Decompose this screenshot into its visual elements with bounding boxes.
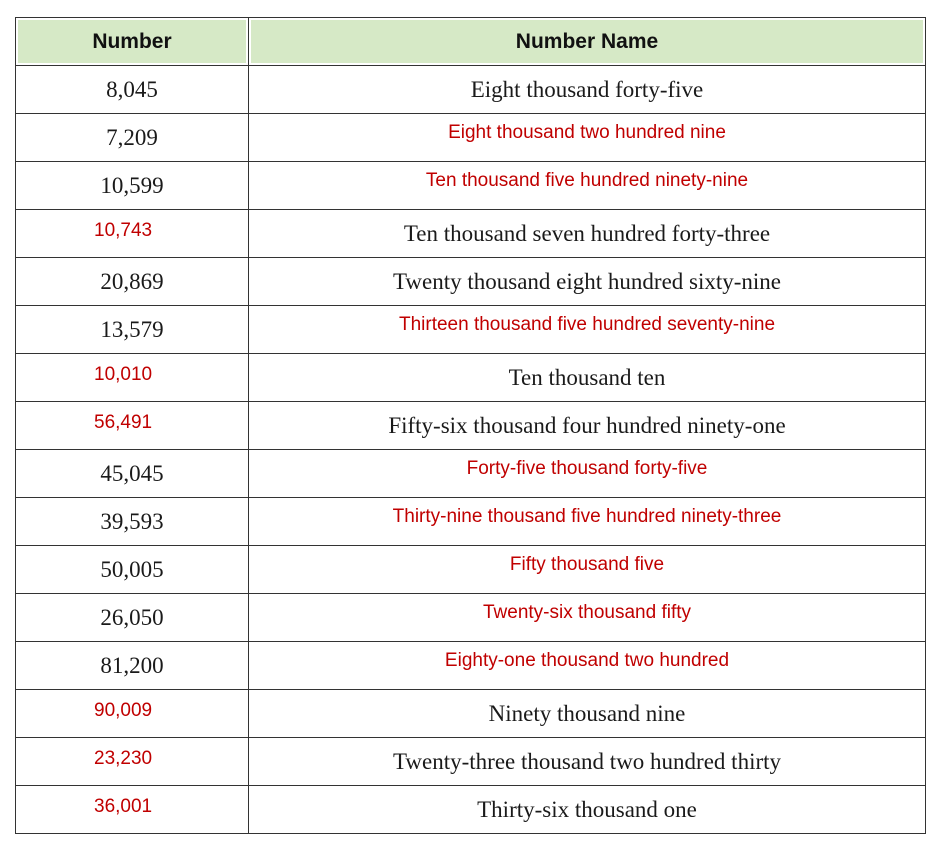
table-row: [16, 546, 926, 594]
number-cell: 13,579: [16, 306, 249, 354]
header-number-name: Number Name: [249, 18, 926, 66]
number-cell: 45,045: [16, 450, 249, 498]
number-cell: 7,209: [16, 114, 249, 162]
table-row: [16, 306, 926, 354]
number-cell: 10,743: [16, 210, 249, 258]
number-name-cell: Eighty-one thousand two hundred: [249, 642, 926, 690]
number-cell: 50,005: [16, 546, 249, 594]
table-row: [16, 738, 926, 786]
table-row: [16, 114, 926, 162]
table-row: [16, 594, 926, 642]
table-row: [16, 354, 926, 402]
number-name-cell: Eight thousand two hundred nine: [249, 114, 926, 162]
number-name-cell: Twenty thousand eight hundred sixty-nine: [249, 258, 926, 306]
number-name-cell: Ten thousand five hundred ninety-nine: [249, 162, 926, 210]
number-cell: 8,045: [16, 66, 249, 114]
number-name-cell: Thirty-six thousand one: [249, 786, 926, 834]
number-cell: 10,010: [16, 354, 249, 402]
number-name-cell: Eight thousand forty-five: [249, 66, 926, 114]
table-body: [16, 66, 926, 834]
table-row: [16, 642, 926, 690]
table-row: [16, 258, 926, 306]
number-name-cell: Forty-five thousand forty-five: [249, 450, 926, 498]
number-name-cell: Ten thousand seven hundred forty-three: [249, 210, 926, 258]
number-name-cell: Thirteen thousand five hundred seventy-nine: [249, 306, 926, 354]
number-cell: 26,050: [16, 594, 249, 642]
number-name-cell: Fifty-six thousand four hundred ninety-one: [249, 402, 926, 450]
table-row: [16, 402, 926, 450]
number-cell: 23,230: [16, 738, 249, 786]
table-row: [16, 66, 926, 114]
number-cell: 20,869: [16, 258, 249, 306]
number-cell: 81,200: [16, 642, 249, 690]
number-name-cell: Ninety thousand nine: [249, 690, 926, 738]
number-name-cell: Twenty-six thousand fifty: [249, 594, 926, 642]
number-cell: 56,491: [16, 402, 249, 450]
number-cell: 36,001: [16, 786, 249, 834]
table-row: [16, 786, 926, 834]
table-header-row: [16, 18, 926, 66]
number-name-cell: Fifty thousand five: [249, 546, 926, 594]
table-row: [16, 690, 926, 738]
table-row: [16, 450, 926, 498]
number-cell: 39,593: [16, 498, 249, 546]
header-number: Number: [16, 18, 249, 66]
table-row: [16, 498, 926, 546]
number-name-cell: Ten thousand ten: [249, 354, 926, 402]
table-row: [16, 162, 926, 210]
number-cell: 10,599: [16, 162, 249, 210]
number-cell: 90,009: [16, 690, 249, 738]
table-row: [16, 210, 926, 258]
number-name-cell: Twenty-three thousand two hundred thirty: [249, 738, 926, 786]
number-names-table: [15, 17, 926, 834]
number-names-table-container: [15, 17, 925, 834]
number-name-cell: Thirty-nine thousand five hundred ninety-three: [249, 498, 926, 546]
